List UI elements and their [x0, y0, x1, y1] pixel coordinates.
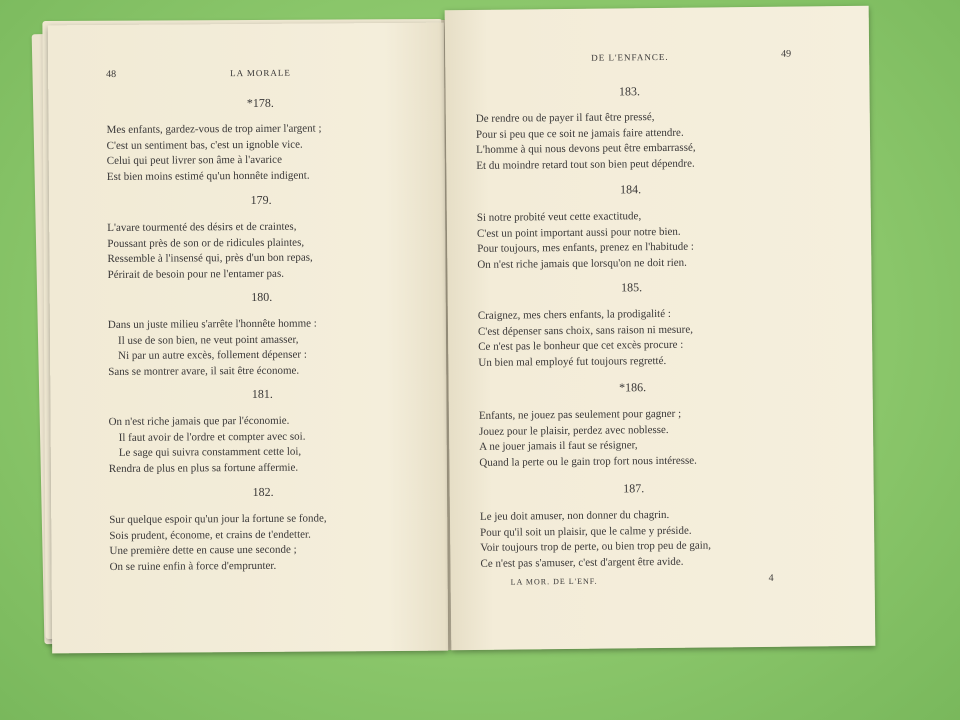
- verse-line: Mes enfants, gardez-vous de trop aimer l'argent ;: [106, 122, 322, 136]
- verse-line: Et du moindre retard tout son bien peut dépendre.: [476, 157, 695, 172]
- verse-line: Le jeu doit amuser, non donner du chagrin.: [479, 508, 670, 523]
- stanza-number: 183.: [618, 84, 641, 99]
- verse-line: Dans un juste milieu s'arrête l'honnête homme :: [107, 317, 317, 331]
- stanza-number: 180.: [251, 289, 273, 304]
- stanza-number: *178.: [246, 95, 274, 111]
- verse-line: Quand la perte ou le gain trop fort nous intéresse.: [479, 454, 697, 469]
- stanza-number: *186.: [619, 380, 647, 395]
- verse-line: Rendra de plus en plus sa fortune affermie.: [108, 461, 299, 475]
- stanza: [476, 110, 696, 174]
- stanza: [480, 507, 711, 571]
- verse-line: Ce n'est pas le bonheur que cet excès procure :: [478, 338, 684, 353]
- verse-line: Ni par un autre excès, follement dépenser :: [118, 348, 307, 362]
- stanza: [107, 220, 313, 283]
- running-head-right: DE L'ENFANCE.: [591, 51, 669, 63]
- stanza: [109, 414, 306, 477]
- verse-line: Une première dette en cause une seconde ;: [109, 543, 297, 557]
- stanza: [106, 121, 321, 184]
- verse-line: L'avare tourmenté des désirs et de craintes,: [107, 220, 297, 234]
- verse-line: On n'est riche jamais que par l'économie.: [108, 414, 290, 428]
- verse-line: A ne jouer jamais il faut se résigner,: [479, 439, 638, 453]
- signature-number: 4: [768, 572, 775, 584]
- stanza-number: 181.: [251, 386, 273, 401]
- verse-line: Est bien moins estimé qu'un honnête indigent.: [106, 169, 310, 183]
- verse-line: Périrait de besoin pour ne l'entamer pas.: [107, 267, 284, 281]
- verse-line: Enfants, ne jouez pas seulement pour gagner ;: [478, 407, 682, 422]
- verse-line: Pour si peu que ce soit ne jamais faire attendre.: [475, 126, 684, 141]
- stanza: [479, 407, 697, 471]
- stanza-number: 182.: [252, 484, 274, 499]
- right-page[interactable]: [445, 6, 876, 650]
- left-page[interactable]: [48, 23, 448, 654]
- verse-line: Si notre probité veut cette exactitude,: [476, 210, 642, 224]
- verse-line: Le sage qui suivra constamment cette loi,: [118, 445, 302, 459]
- verse-line: On se ruine enfin à force d'emprunter.: [109, 559, 277, 573]
- verse-line: Sur quelque espoir qu'un jour la fortune se fonde,: [109, 512, 327, 526]
- verse-line: Craignez, mes chers enfants, la prodigalité :: [477, 307, 671, 322]
- stanza-number: 184.: [619, 182, 642, 197]
- verse-line: Voir toujours trop de perte, ou bien trop peu de gain,: [480, 539, 712, 554]
- stanza-number: 185.: [620, 280, 643, 295]
- stanza-number: 179.: [250, 192, 272, 207]
- page-number-left: 48: [106, 68, 117, 80]
- stanza: [108, 317, 317, 380]
- signature-mark: LA MOR. DE L'ENF.: [510, 576, 598, 587]
- stanza-number: 187.: [623, 481, 645, 496]
- verse-line: Jouez pour le plaisir, perdez avec noblesse.: [479, 423, 669, 438]
- stanza: [109, 511, 327, 575]
- running-head-left: LA MORALE: [230, 67, 291, 79]
- verse-line: Il faut avoir de l'ordre et compter avec soi.: [118, 430, 306, 444]
- stanza: [477, 209, 694, 273]
- verse-line: Ressemble à l'insensé qui, près d'un bon repas,: [107, 251, 313, 265]
- page-number-right: 49: [781, 48, 792, 60]
- verse-line: Il use de son bien, ne veut point amasser,: [117, 333, 299, 347]
- verse-line: Ce n'est pas s'amuser, c'est d'argent être avide.: [480, 555, 684, 570]
- verse-line: On n'est riche jamais que lorsqu'on ne doit rien.: [477, 256, 687, 271]
- verse-line: Poussant près de son or de ridicules plaintes,: [107, 236, 305, 250]
- verse-line: C'est un point important aussi pour notre bien.: [476, 225, 681, 240]
- verse-line: Celui qui peut livrer son âme à l'avarice: [106, 153, 282, 167]
- verse-line: Sois prudent, économe, et crains de t'endetter.: [109, 528, 311, 542]
- verse-line: Pour qu'il soit un plaisir, que le calme y préside.: [480, 524, 692, 539]
- verse-line: Sans se montrer avare, il sait être économe.: [108, 364, 300, 378]
- verse-line: De rendre ou de payer il faut être pressé,: [475, 111, 655, 125]
- stanza: [478, 307, 694, 371]
- verse-line: Un bien mal employé fut toujours regretté.: [478, 354, 667, 369]
- verse-line: C'est un sentiment bas, c'est un ignoble vice.: [106, 138, 303, 152]
- verse-line: L'homme à qui nous devons peut être embarrassé,: [476, 141, 696, 156]
- verse-line: C'est dépenser sans choix, sans raison ni mesure,: [477, 323, 693, 338]
- verse-line: Pour toujours, mes enfants, prenez en l'habitude :: [477, 240, 694, 255]
